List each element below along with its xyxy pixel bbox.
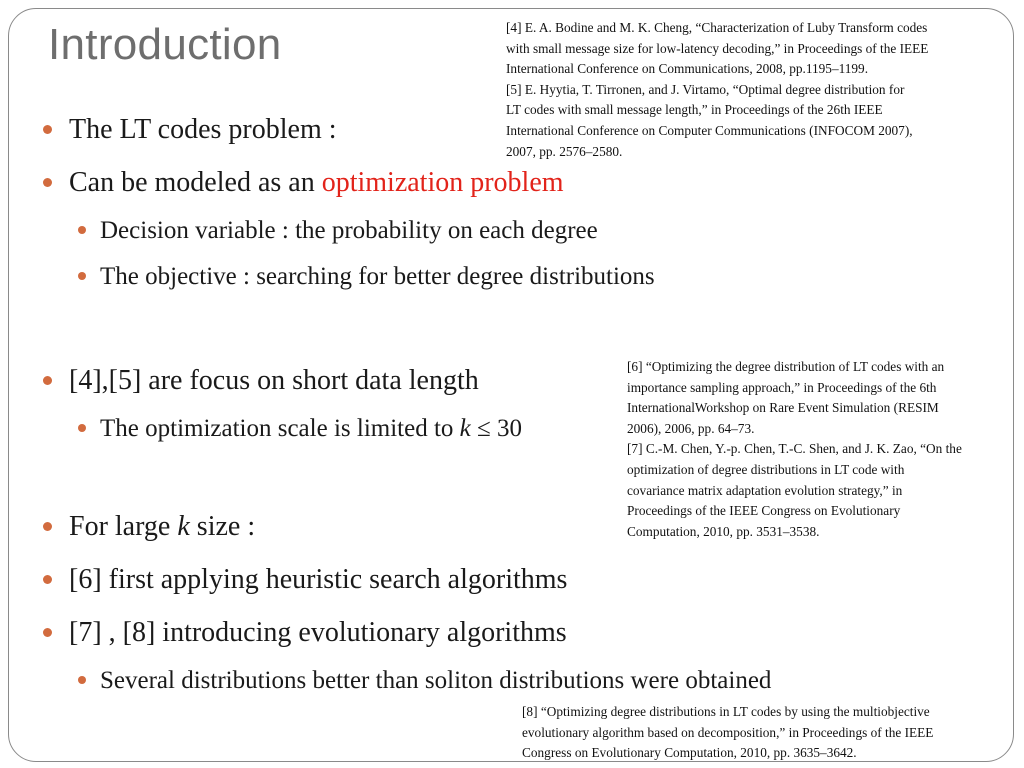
sub-bullet-objective <box>78 260 655 294</box>
reference-line: Congress on Evolutionary Computation, 2010, pp. 3635–3642. <box>522 745 857 761</box>
reference-line: [7] C.-M. Chen, Y.-p. Chen, T.-C. Shen, and J. K. Zao, “On the <box>627 441 962 457</box>
bullet-dot <box>43 628 52 637</box>
bullet-text: For large k size : <box>69 511 256 542</box>
bullet-text: The LT codes problem : <box>69 114 337 145</box>
bullet-text: Can be modeled as an optimization problem <box>69 167 564 198</box>
reference-line: 2006), 2006, pp. 64–73. <box>627 420 755 436</box>
bullet-dot <box>43 125 52 134</box>
reference-box-8 <box>522 702 933 764</box>
bullet-text: [4],[5] are focus on short data length <box>69 365 479 396</box>
bullet-dot <box>43 178 52 187</box>
bullet-dot <box>78 272 86 280</box>
bullet-dot <box>43 575 52 584</box>
bullet-text: Several distributions better than soliton distributions were obtained <box>100 667 772 694</box>
reference-line: 2007, pp. 2576–2580. <box>506 143 623 159</box>
bullet-text: Decision variable : the probability on each degree <box>100 217 598 244</box>
bullet-lt-codes-problem <box>43 113 337 147</box>
reference-box-6-7 <box>627 357 962 542</box>
bullet-heuristic-search <box>43 563 567 597</box>
bullet-large-k <box>43 510 255 544</box>
bullet-dot <box>78 676 86 684</box>
reference-line: InternationalWorkshop on Rare Event Simulation (RESIM <box>627 400 939 416</box>
reference-line: optimization of degree distributions in LT code with <box>627 461 905 477</box>
bullet-short-data-length <box>43 364 479 398</box>
reference-line: LT codes with small message length,” in Proceedings of the 26th IEEE <box>506 102 883 118</box>
reference-line: [4] E. A. Bodine and M. K. Cheng, “Characterization of Luby Transform codes <box>506 20 928 35</box>
bullet-text: [6] first applying heuristic search algorithms <box>69 564 568 595</box>
bullet-text: [7] , [8] introducing evolutionary algorithms <box>69 617 567 648</box>
reference-line: evolutionary algorithm based on decomposition,” in Proceedings of the IEEE <box>522 724 934 740</box>
bullet-evolutionary-algorithms <box>43 616 567 650</box>
bullet-dot <box>78 226 86 234</box>
bullet-dot <box>43 522 52 531</box>
reference-line: [5] E. Hyytia, T. Tirronen, and J. Virtamo, “Optimal degree distribution for <box>506 81 905 97</box>
reference-line: [6] “Optimizing the degree distribution of LT codes with an <box>627 359 945 374</box>
reference-line: International Conference on Communications, 2008, pp.1195–1199. <box>506 61 869 77</box>
reference-line: Proceedings of the IEEE Congress on Evolutionary <box>627 503 901 519</box>
sub-bullet-optimization-scale <box>78 412 522 446</box>
bullet-text: The objective : searching for better degree distributions <box>100 263 655 290</box>
reference-line: covariance matrix adaptation evolution strategy,” in <box>627 482 903 498</box>
bullet-dot <box>43 376 52 385</box>
bullet-optimization <box>43 166 564 200</box>
sub-bullet-better-distributions <box>78 664 771 698</box>
bullet-text: The optimization scale is limited to k ≤ 30 <box>100 415 522 442</box>
reference-line: [8] “Optimizing degree distributions in LT codes by using the multiobjective <box>522 704 930 719</box>
reference-line: Computation, 2010, pp. 3531–3538. <box>627 523 820 539</box>
slide-title: Introduction <box>48 20 282 69</box>
bullet-dot <box>78 424 86 432</box>
reference-box-4-5 <box>506 18 928 162</box>
reference-line: importance sampling approach,” in Proceedings of the 6th <box>627 379 937 395</box>
reference-line: with small message size for low-latency decoding,” in Proceedings of the IEEE <box>506 40 929 56</box>
reference-line: International Conference on Computer Communications (INFOCOM 2007), <box>506 122 913 138</box>
sub-bullet-decision-variable <box>78 214 598 248</box>
highlight-text: optimization problem <box>321 167 564 198</box>
